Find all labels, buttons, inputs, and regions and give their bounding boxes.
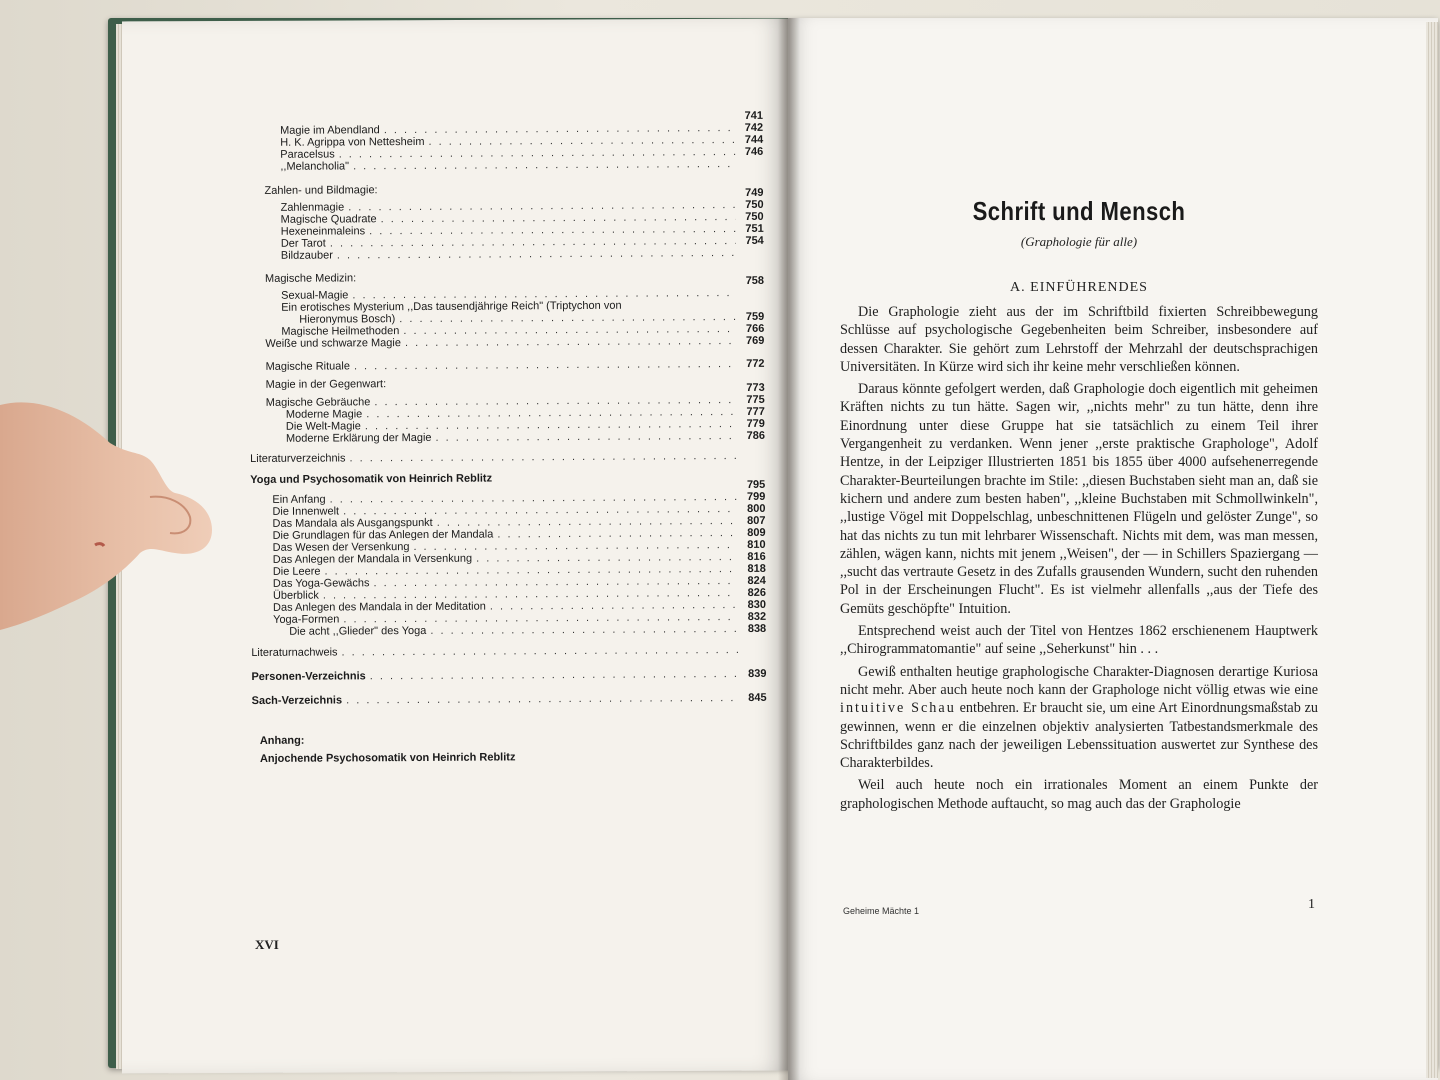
toc-entry-title: Moderne Magie [285,408,363,421]
toc-entry-page: 750 [745,198,764,211]
toc-entry-title: Die acht ,,Glieder" des Yoga [289,624,427,638]
toc-entry-title: Überblick [272,589,319,602]
chapter-title: Schrift und Mensch [972,196,1186,226]
toc-entry-title: Moderne Erklärung der Magie [285,431,432,445]
appendix-heading: Anhang: [259,734,305,747]
toc-entry-title: Magische Quadrate [280,213,377,226]
toc-leader [346,692,739,707]
toc-entry-title: Ein erotisches Mysterium ,,Das tausendjährige Reich" (Triptychon von [281,299,622,314]
toc-leader [353,158,735,173]
paragraph: Weil auch heute noch ein irrationales Moment an einem Punkte der graphologischen Methode auftaucht, so mag auch das der Graphologie [840,777,1318,812]
toc-entry-title: Sach-Verzeichnis [251,694,343,707]
toc-section-heading: Yoga und Psychosomatik von Heinrich Reblitz [250,472,493,486]
toc-entry-page: 754 [745,234,764,247]
toc-entry-page: 845 [748,691,767,704]
toc-entry-page: 744 [744,133,764,146]
toc-entry-title: Magische Heilmethoden [281,325,400,338]
toc-entry-title: Der Tarot [280,237,326,250]
toc-entry-page: 775 [746,393,765,406]
left-page-number: XVI [255,937,279,952]
toc-entry-page: 758 [745,274,765,287]
toc-leader [341,644,738,659]
paragraph: Entsprechend weist auch der Titel von Hentzes 1862 erschienenem Hauptwerk ,,Chirogrammatomantie" auf seine ,,Seherkunst" hin . . . [840,623,1318,658]
toc-section-heading: Magie in der Gegenwart: [265,378,387,391]
toc-entry-page: 773 [746,381,765,394]
toc-leader [435,430,737,445]
toc-entry-title: Bildzauber [280,249,333,262]
toc-entry-title: Magische Gebräuche [265,396,371,409]
toc-entry-title: Literaturverzeichnis [250,452,346,465]
toc-entry-page: 807 [747,514,766,527]
toc-entry-title: Zahlenmagie [280,201,345,214]
toc-entry-page: 799 [746,490,766,503]
toc-entry-page: 772 [746,357,765,370]
toc-entry-title: Magische Rituale [265,360,350,373]
toc-entry-page: 769 [746,334,765,347]
toc-entry-page: 786 [746,429,766,442]
toc-leader [430,623,738,638]
toc-entry-page: 839 [748,667,767,680]
toc-entry-page: 832 [747,610,767,623]
toc-section-heading: Magische Medizin: [264,272,357,285]
toc-entry-title: Das Anlegen der Mandala in Versenkung [272,552,473,566]
toc-entry-title: Paracelsus [280,148,335,161]
toc-entry-title: Magie im Abendland [280,124,380,137]
right-page-edges [1426,22,1438,1078]
toc-entry-title: Hexeneinmaleins [280,225,366,238]
signature-mark: Geheime Mächte 1 [843,906,920,916]
toc-entry-page: 795 [746,478,766,491]
toc-leader [370,668,739,683]
appendix-item: Anjochende Psychosomatik von Heinrich Reblitz [259,751,516,765]
toc-entry-page: 759 [745,310,765,323]
toc-entry-title: Die Leere [272,565,321,578]
toc-entry-page: 826 [747,586,766,599]
paragraph-text: Gewiß enthalten heutige graphologische Charakter-Diagnosen derartige Kuriosa nicht mehr. Aber auch heute noch kann der Graphologe nicht völlig etwas wie eine [840,663,1318,698]
toc-leader [354,358,737,373]
hand-photo [0,385,215,635]
toc-entry-title: Die Innenwelt [272,505,340,518]
toc-entry-title: Das Yoga-Gewächs [272,577,370,590]
toc-entry-page: 742 [744,121,764,134]
toc-leader [337,247,736,262]
toc-entry-page: 749 [745,186,764,199]
chapter-subtitle: (Graphologie für alle) [1020,234,1138,249]
toc-entry-title: Yoga-Formen [273,613,340,626]
toc-entry-title: Sexual-Magie [281,289,349,302]
toc-entry-page: 810 [747,538,766,551]
toc-entry-title: Personen-Verzeichnis [251,670,366,683]
paragraph: Daraus könnte gefolgert werden, daß Graphologie doch eigentlich mit geheimen Kräften nichts zu tun hätte. Sagen wir, ,,nichts mehr" zu tun hätte, denn ihre Einordnung unter diese Gruppe hat sie tatsächlich zu einem Teil ihrer Vergangenheit zu verdanken. Wenn jener ,,erste praktische Graphologe", Adolf Hentze, in der Leipziger Illustrierten 1851 bis 1855 über 4000 aufsehenerregende Charakter-Beurteilungen brachte im Stile: ,,diesen Buchstaben sieht man an, daß sie kichern und andere zum besten haben", ,,kleine Buchstaben mit Schmollwinkeln", ,,lustige Vögel mit Doppelschlag, unbeschnittenen Flügeln und gelöster Zunge", so hat das nichts zu tun mit lehrbarer Wissenschaft. Nichts mit dem, was man messen, zählen, wägen kann, nichts mit jenem ,,Weisen", der — in Schillers Spaziergang — ,,sucht das vertraute Gesetz in des Zufalls grausenden Wundern, sucht den ruhenden Pol in der Erscheinungen Flucht". Es ist vielmehr allenfalls ,,aus der Tiefe des Gemüts geschöpfte" Intuition. [840,381,1318,617]
toc-entry-title: Literaturnachweis [251,646,338,659]
toc-entry-page: 777 [746,405,765,418]
toc-leader [349,450,737,465]
paragraph [840,663,1318,773]
toc-entry-page: 750 [745,210,764,223]
toc-entry-page: 818 [747,562,766,575]
toc-entry-page: 779 [746,417,765,430]
toc-section-heading: Zahlen- und Bildmagie: [264,184,378,197]
book-gutter [778,18,800,1080]
body-text [840,303,1318,817]
toc-entry-page: 746 [744,145,764,158]
toc-entry-title: H. K. Agrippa von Nettesheim [280,135,425,149]
toc-entry-page: 809 [747,526,766,539]
toc-entry-page: 824 [747,574,766,587]
right-page-number: 1 [1308,897,1315,912]
paragraph: Die Graphologie zieht aus der im Schriftbild fixierten Schreibbewegung Schlüsse auf psychologische Gegebenheiten beim Schreiber, insbesondere auf dessen Charakter. Sie gehört zum Lehrstoff der Mehrzahl der deutschsprachigen Universitäten. In Kürze wird sich ihr keine mehr verschließen können. [840,304,1318,375]
toc-entry-page: 766 [745,322,765,335]
toc-entry-title: ,,Melancholia" [280,160,350,173]
thumb-shape [0,402,212,630]
toc-entry-page: 800 [747,502,766,515]
toc-entry-title: Weiße und schwarze Magie [265,337,401,350]
toc-entry-page: 830 [747,598,767,611]
toc-entry-page: 816 [747,550,766,563]
toc-entry-title: Das Mandala als Ausgangspunkt [272,516,433,530]
spaced-emphasis: intuitive Schau [840,700,956,717]
toc-entry-title: Hieronymus Bosch) [299,313,396,326]
section-heading: A. EINFÜHRENDES [1010,280,1148,295]
toc-entry-title: Das Wesen der Versenkung [272,541,410,554]
toc-entry-title: Die Welt-Magie [285,420,361,433]
toc-entry-title: Ein Anfang [272,493,326,506]
toc-entry-title: Das Anlegen des Mandala in der Meditation [272,600,486,614]
toc-entry-page: 751 [745,222,764,235]
toc-leader [405,335,737,350]
toc-entry-page: 838 [747,622,767,635]
toc-entry-page: 741 [744,109,764,122]
paragraph-text: entbehren. Er braucht sie, um eine Art Einordnungsmaßstab zu gewinnen, wenn er die einzelnen objektiv analysierten Tatbestandsmerkmale des Schriftbildes ganz nach der jeweiligen Lebenssituation auswertet zur Synthese des Charakterbildes. [840,700,1318,772]
toc-entry-title: Die Grundlagen für das Anlegen der Mandala [272,528,494,542]
